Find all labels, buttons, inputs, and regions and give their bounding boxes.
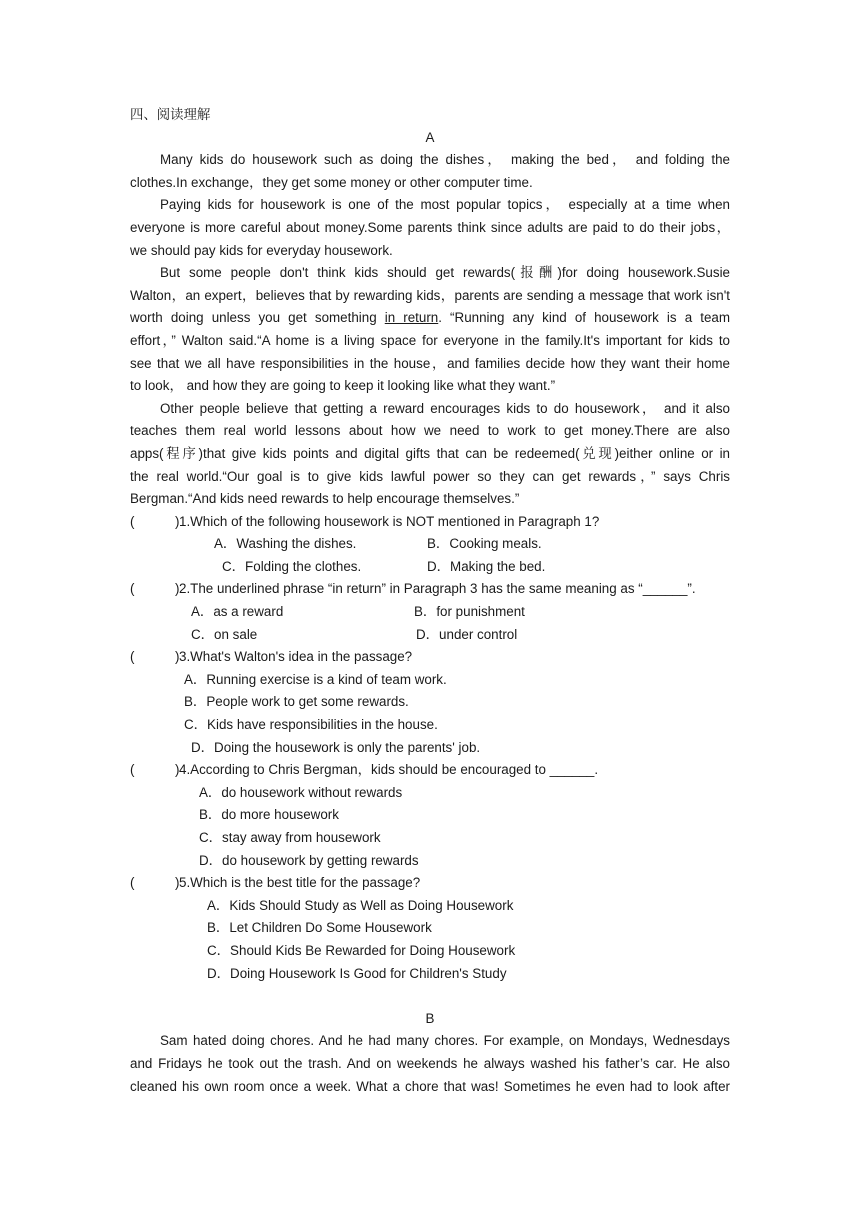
- paragraph-line: see that we all have responsibilities in the house，and families decide how they want their home: [130, 355, 730, 371]
- answer-paren-close: ): [175, 875, 180, 891]
- answer-paren-open: (: [130, 581, 135, 597]
- option-row: [130, 533, 730, 556]
- question-text: 1.Which of the following housework is NOT mentioned in Paragraph 1?: [179, 513, 600, 529]
- text-segment: . “Running any kind of housework is a team: [438, 310, 730, 326]
- question-text: 5.Which is the best title for the passage?: [179, 875, 421, 891]
- option-b: B．Let Children Do Some Housework: [207, 920, 432, 936]
- option-c: C．Folding the clothes.: [222, 558, 362, 574]
- option-row: [130, 895, 730, 918]
- option-a: A．do housework without rewards: [199, 784, 403, 800]
- answer-paren-close: ): [175, 513, 180, 529]
- spacer: [130, 985, 730, 1008]
- option-c: C．stay away from housework: [199, 830, 381, 845]
- option-row: [130, 963, 730, 986]
- option-a: A．Washing the dishes.: [214, 536, 357, 552]
- option-row: [130, 940, 730, 963]
- option-row: [130, 782, 730, 805]
- paragraph-line: clothes.In exchange，they get some money or other computer time.: [130, 174, 533, 190]
- answer-paren-close: ): [175, 581, 180, 597]
- answer-paren-open: (: [130, 513, 135, 529]
- answer-paren-close: ): [175, 649, 180, 665]
- answer-paren-open: (: [130, 649, 135, 665]
- option-row: [130, 827, 730, 850]
- question-text: 4.According to Chris Bergman，kids should be encouraged to ______.: [179, 762, 599, 778]
- paragraph-line: effort，” Walton said.“A home is a living space for everyone in the family.It's important for kids to: [130, 332, 730, 348]
- paragraph-line: the real world.“Our goal is to give kids lawful power so they can get rewards，” says Chris: [130, 468, 730, 484]
- option-row: [130, 850, 730, 873]
- option-c: C．on sale: [191, 626, 258, 642]
- option-c: C．Kids have responsibilities in the house.: [184, 717, 438, 733]
- option-b: B．People work to get some rewards.: [184, 694, 409, 710]
- question-2: [130, 578, 730, 601]
- option-row: [130, 917, 730, 940]
- option-a: A．Kids Should Study as Well as Doing Housework: [207, 897, 514, 913]
- paragraph-line: But some people don't think kids should get rewards(报酬)for doing housework.Susie: [160, 265, 730, 281]
- paragraph-line: Sam hated doing chores. And he had many chores. For example, on Mondays, Wednesdays: [160, 1033, 730, 1049]
- option-row: [130, 556, 730, 579]
- option-d: D．Doing the housework is only the parents' job.: [191, 739, 481, 755]
- option-b: B．for punishment: [414, 604, 525, 620]
- section-title: 四、阅读理解: [130, 107, 211, 122]
- option-row: [130, 737, 730, 760]
- question-5: [130, 872, 730, 895]
- paragraph-line: Many kids do housework such as doing the dishes， making the bed， and folding the: [160, 152, 730, 168]
- option-c: C．Should Kids Be Rewarded for Doing Housework: [207, 942, 516, 958]
- option-b: B．do more housework: [199, 807, 339, 823]
- text-segment: worth doing unless you get something: [130, 310, 385, 326]
- option-row: [130, 691, 730, 714]
- option-row: [130, 714, 730, 737]
- paragraph-line: we should pay kids for everyday housework.: [130, 242, 393, 258]
- option-row: [130, 804, 730, 827]
- paragraph-line: everyone is more careful about money.Some parents think since adults are paid to do their jobs，: [130, 219, 730, 235]
- paragraph-line: Paying kids for housework is one of the most popular topics， especially at a time when: [160, 197, 730, 213]
- document-content: [130, 104, 730, 1098]
- paragraph-line: teaches them real world lessons about how we need to work to get money.There are also: [130, 423, 730, 439]
- option-row: [130, 624, 730, 647]
- question-3: [130, 646, 730, 669]
- option-row: [130, 601, 730, 624]
- option-d: D．Doing Housework Is Good for Children's Study: [207, 965, 507, 981]
- answer-paren-open: (: [130, 762, 135, 778]
- paragraph-line: and Fridays he took out the trash. And on weekends he always washed his father’s car. He also: [130, 1055, 730, 1071]
- paragraph-line: cleaned his own room once a week. What a chore that was! Sometimes he even had to look after: [130, 1078, 730, 1094]
- question-1: [130, 511, 730, 534]
- paragraph-line: Bergman.“And kids need rewards to help encourage themselves.”: [130, 491, 520, 507]
- answer-paren-close: ): [175, 762, 180, 778]
- option-b: B．Cooking meals.: [427, 536, 542, 552]
- question-4: [130, 759, 730, 782]
- passage-a-heading: A: [425, 129, 435, 145]
- paragraph-line: Other people believe that getting a reward encourages kids to do housework， and it also: [160, 400, 730, 416]
- option-a: A．Running exercise is a kind of team work.: [184, 671, 447, 687]
- question-text: 2.The underlined phrase “in return” in Paragraph 3 has the same meaning as “______”.: [179, 581, 696, 597]
- question-text: 3.What's Walton's idea in the passage?: [179, 649, 413, 665]
- paragraph-line: [130, 307, 730, 330]
- answer-paren-open: (: [130, 875, 135, 891]
- option-d: D．do housework by getting rewards: [199, 852, 419, 868]
- option-row: [130, 669, 730, 692]
- underlined-phrase: in return: [384, 310, 439, 326]
- option-d: D．Making the bed.: [427, 558, 546, 574]
- option-d: D．under control: [416, 626, 518, 642]
- paragraph-line: to look， and how they are going to keep it looking like what they want.”: [130, 378, 556, 394]
- passage-b-heading: B: [425, 1010, 435, 1026]
- paragraph-line: apps(程序)that give kids points and digital gifts that can be redeemed(兑现)either online or in: [130, 445, 730, 461]
- option-a: A．as a reward: [191, 604, 284, 620]
- paragraph-line: Walton，an expert，believes that by rewarding kids，parents are sending a message that work isn't: [130, 287, 730, 303]
